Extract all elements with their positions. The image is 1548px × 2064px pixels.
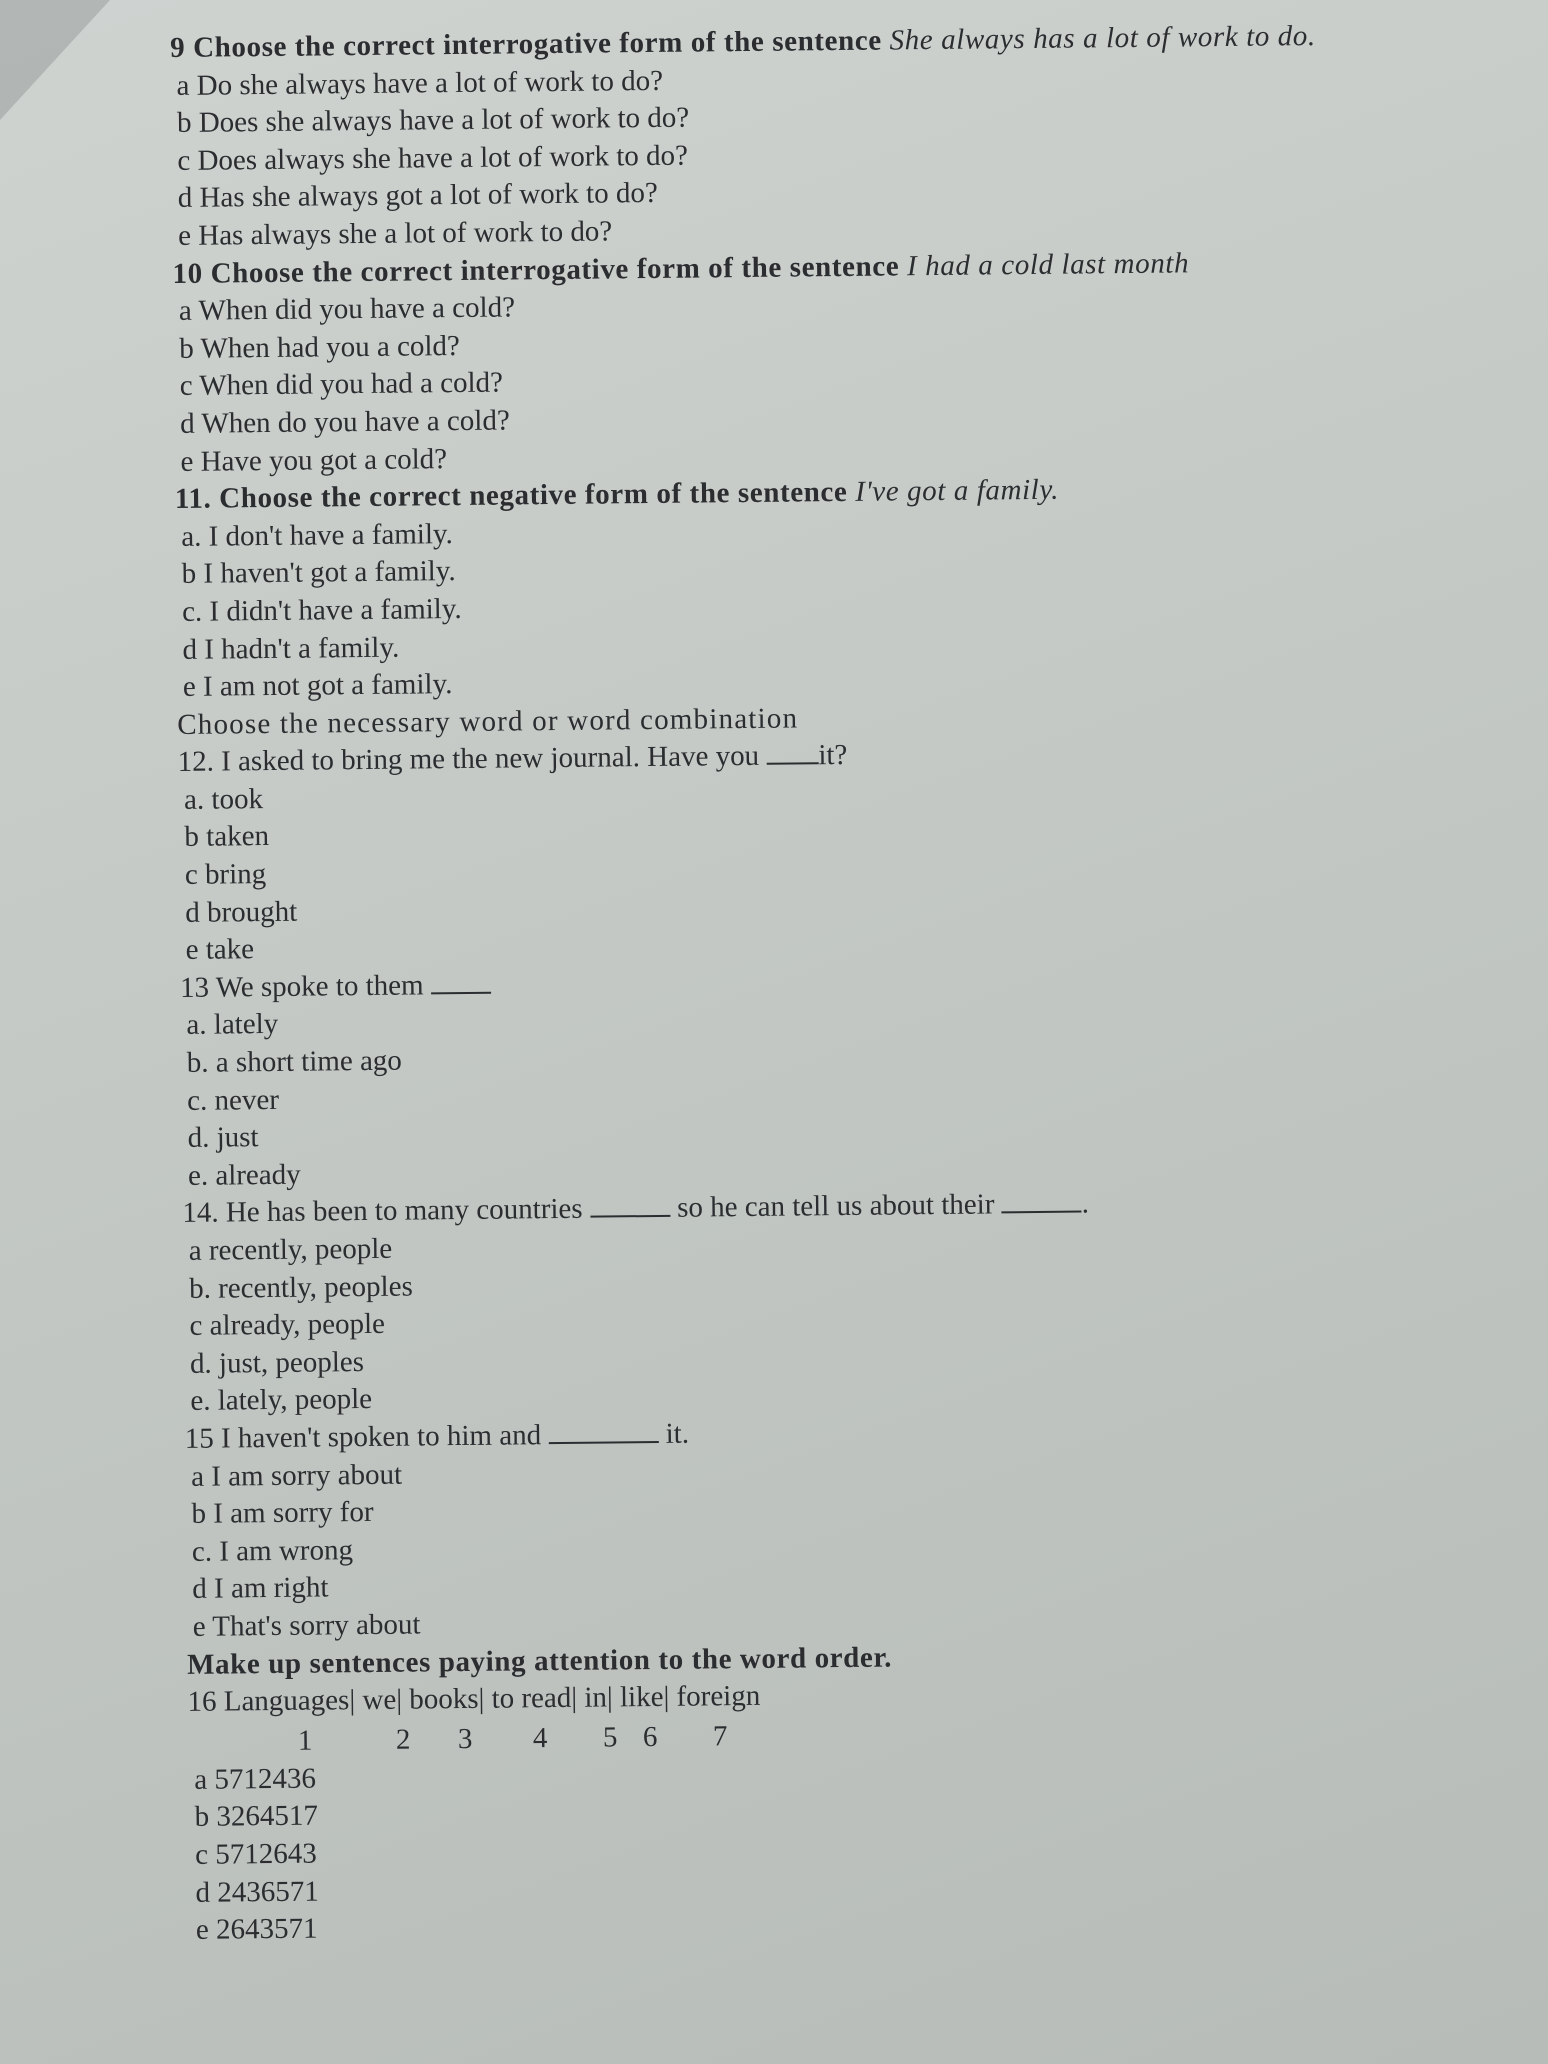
- word-number: 3: [457, 1722, 473, 1755]
- question-15: [185, 1407, 1527, 1647]
- option-c: c already, people: [189, 1308, 386, 1343]
- question-12: [177, 730, 1519, 970]
- option-b: b I am sorry for: [191, 1496, 374, 1531]
- option-b: b I haven't got a family.: [181, 555, 456, 591]
- option-d: d 2436571: [195, 1875, 319, 1909]
- question-title: 10 Choose the correct interrogative form of the sentence I had a cold last month: [172, 246, 1190, 290]
- option-d: d brought: [185, 895, 298, 929]
- word-number: 6: [642, 1720, 658, 1753]
- option-e: e That's sorry about: [192, 1608, 421, 1643]
- option-a: a. lately: [186, 1008, 279, 1042]
- word-number: 2: [395, 1723, 411, 1756]
- option-a: a Do she always have a lot of work to do?: [176, 64, 664, 102]
- question-9: [170, 16, 1512, 256]
- word-number: 1: [297, 1724, 313, 1757]
- option-c: c Does always she have a lot of work to do?: [177, 139, 689, 177]
- option-c: c bring: [184, 858, 267, 891]
- option-c: c 5712643: [194, 1837, 317, 1871]
- option-e: e Has always she a lot of work to do?: [177, 215, 613, 252]
- answer-blank-2: [1001, 1187, 1081, 1214]
- answer-blank: [548, 1417, 658, 1444]
- question-13: [180, 956, 1522, 1196]
- option-e: e. lately, people: [190, 1383, 373, 1418]
- word-number: 7: [712, 1719, 728, 1753]
- option-a: a When did you have a cold?: [178, 291, 516, 328]
- question-prompt: 13 We spoke to them: [180, 956, 1520, 1008]
- option-a: a 5712436: [194, 1762, 317, 1796]
- option-a: a I am sorry about: [190, 1458, 403, 1493]
- answer-blank: [431, 968, 491, 995]
- question-prompt: 15 I haven't spoken to him and it.: [184, 1417, 690, 1455]
- option-a: a. I don't have a family.: [181, 517, 453, 553]
- option-e: e I am not got a family.: [182, 668, 453, 703]
- option-b: b. a short time ago: [186, 1044, 403, 1079]
- option-b: b When had you a cold?: [179, 329, 461, 365]
- option-c: c. I didn't have a family.: [181, 592, 462, 628]
- question-title: 9 Choose the correct interrogative form of the sentence She always has a lot of work to do.: [170, 20, 1316, 64]
- option-d: d Has she always got a lot of work to do?: [177, 177, 658, 215]
- word-list: 16 Languages| we| books| to read| in| like| foreign: [187, 1680, 761, 1719]
- word-number: 4: [532, 1721, 548, 1755]
- option-c: c. never: [187, 1083, 280, 1117]
- option-e: e. already: [187, 1158, 301, 1192]
- question-10: [172, 242, 1514, 482]
- question-prompt: 12. I asked to bring me the new journal. Have you it?: [177, 739, 848, 779]
- question-16: [187, 1670, 1530, 1950]
- section-heading-word-choice: Choose the necessary word or word combination: [177, 702, 799, 741]
- page-corner-shadow: [0, 0, 110, 120]
- option-c: c When did you had a cold?: [179, 366, 504, 403]
- answer-blank-1: [590, 1191, 670, 1218]
- option-b: b taken: [184, 820, 270, 854]
- worksheet: [170, 16, 1530, 1950]
- option-b: b 3264517: [194, 1799, 319, 1834]
- option-b: b Does she always have a lot of work to do?: [176, 101, 690, 140]
- option-a: a. took: [183, 782, 264, 816]
- question-title: 11. Choose the correct negative form of the sentence I've got a family.: [174, 473, 1060, 516]
- option-e: e Have you got a cold?: [180, 442, 448, 478]
- option-b: b. recently, peoples: [189, 1270, 413, 1305]
- option-d: d. just, peoples: [189, 1345, 365, 1380]
- section-heading-word-order: Make up sentences paying attention to the word order.: [186, 1641, 893, 1681]
- option-a: a recently, people: [188, 1232, 393, 1267]
- option-e: e take: [185, 933, 255, 967]
- option-d: d When do you have a cold?: [179, 404, 510, 440]
- option-d: d I am right: [192, 1571, 329, 1606]
- question-11: [175, 467, 1517, 707]
- word-number: 5: [602, 1721, 618, 1754]
- question-14: [182, 1181, 1524, 1421]
- option-c: c. I am wrong: [191, 1533, 354, 1568]
- option-d: d. just: [187, 1121, 259, 1155]
- answer-blank: [766, 739, 818, 766]
- option-e: e 2643571: [195, 1912, 318, 1946]
- option-d: d I hadn't a family.: [182, 631, 400, 666]
- question-prompt: 14. He has been to many countries so he can tell us about their .: [182, 1187, 1090, 1230]
